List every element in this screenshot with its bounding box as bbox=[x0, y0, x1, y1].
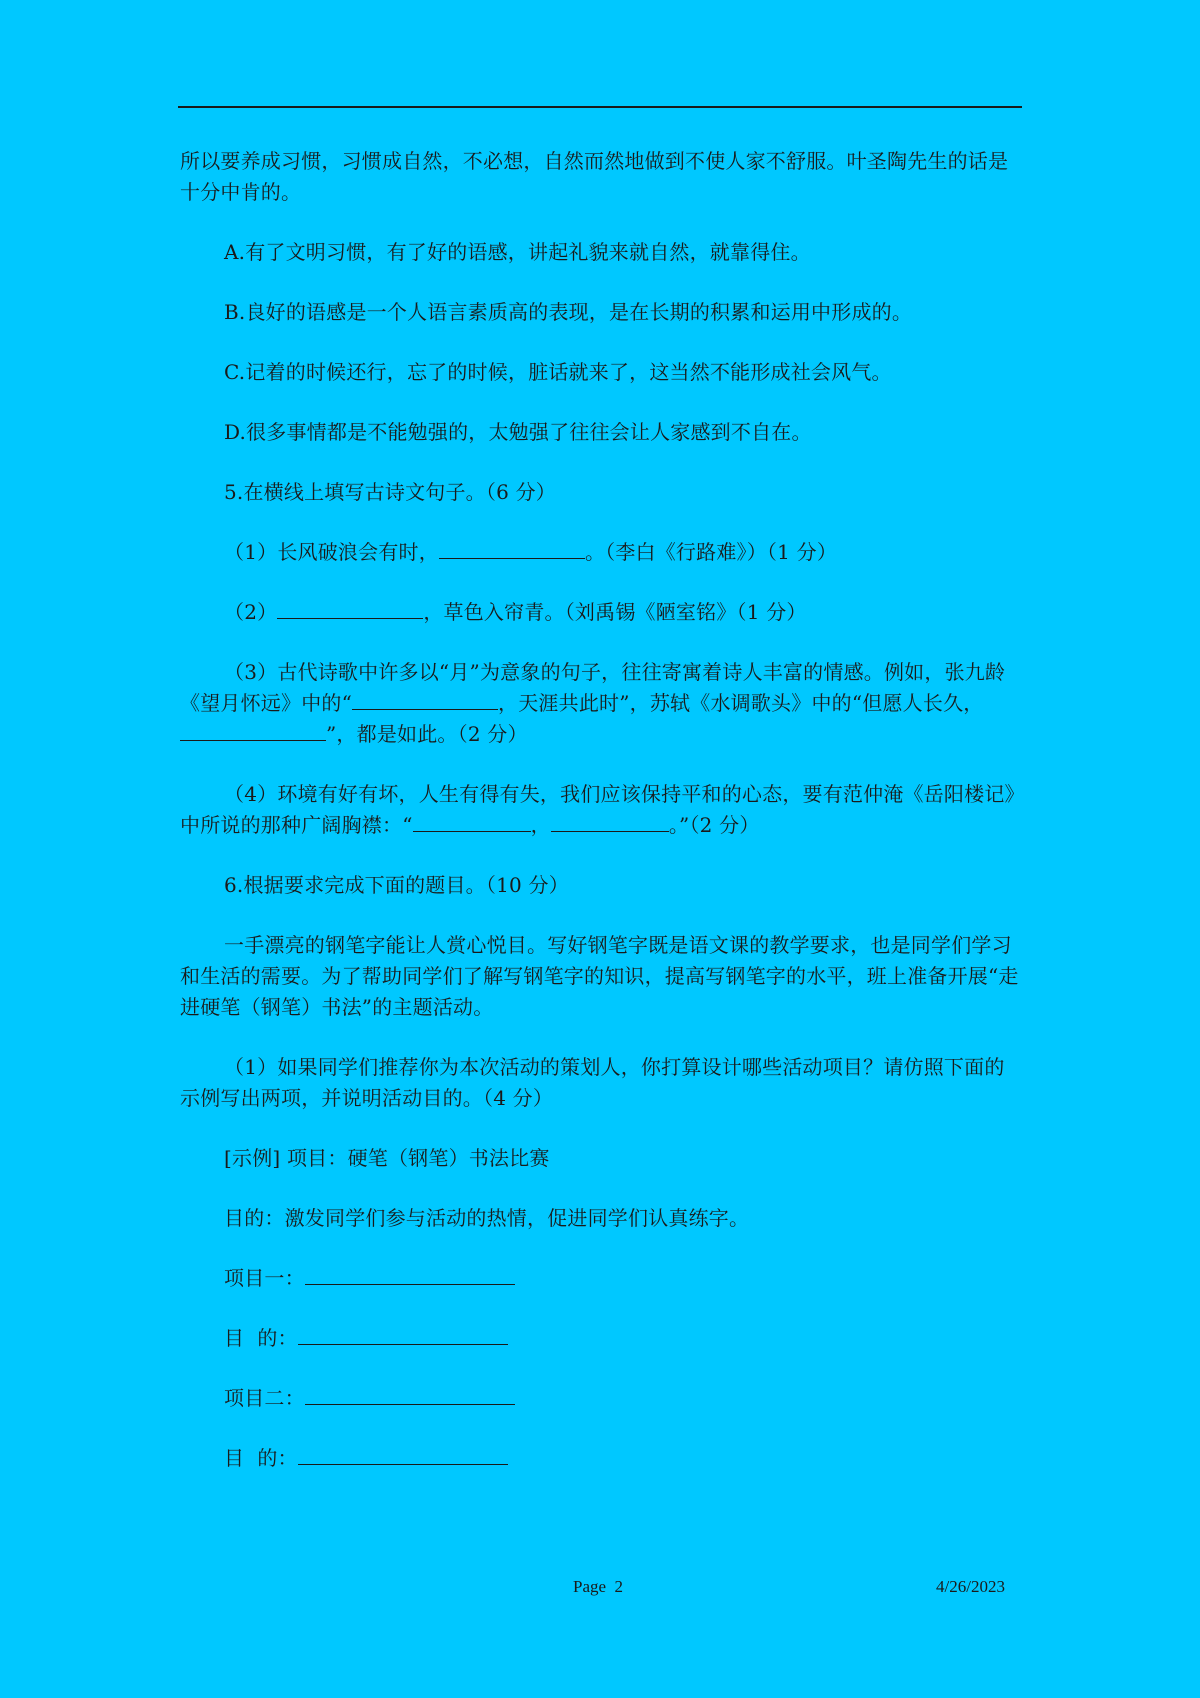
answer-blank[interactable] bbox=[305, 1384, 515, 1405]
answer-blank[interactable] bbox=[277, 598, 423, 619]
q5-4-text-a: （4）环境有好有坏，人生有得有失，我们应该保持平和的心态，要有范仲淹《岳阳楼记》中所说的那种广阔胸襟：“ bbox=[180, 782, 1015, 837]
q5-2-text-a: （2） bbox=[224, 600, 278, 624]
q5-3-text-a: （3）古代诗歌中许多以“月”为意象的句子，往往寄寓着诗人丰富的情感。例如，张九龄《望月怀远》中的“ bbox=[180, 660, 1006, 715]
option-b: B.良好的语感是一个人语言素质高的表现，是在长期的积累和运用中形成的。 bbox=[224, 300, 913, 324]
purpose-2-label: 目 的： bbox=[224, 1446, 298, 1470]
header-rule bbox=[178, 106, 1022, 108]
intro-paragraph: 所以要养成习惯，习惯成自然，不必想，自然而然地做到不使人家不舒服。叶圣陶先生的话是十分中肯的。 bbox=[180, 149, 1009, 204]
question-5-3 bbox=[180, 657, 1020, 750]
example-project: [示例] 项目：硬笔（钢笔）书法比赛 bbox=[224, 1146, 550, 1170]
project-2-label: 项目二： bbox=[224, 1386, 305, 1410]
answer-blank[interactable] bbox=[439, 538, 585, 559]
q5-2-text-b: ，草色入帘青。（刘禹锡《陋室铭》（1 分） bbox=[423, 600, 807, 624]
q5-3-text-b: ，天涯共此时”，苏轼《水调歌头》中的“但愿人长久， bbox=[498, 691, 984, 715]
question-6-1: （1）如果同学们推荐你为本次活动的策划人，你打算设计哪些活动项目？请仿照下面的示例写出两项，并说明活动目的。（4 分） bbox=[180, 1055, 1005, 1110]
q5-1-text-a: （1）长风破浪会有时， bbox=[224, 540, 439, 564]
footer-date: 4/26/2023 bbox=[936, 1577, 1005, 1596]
answer-blank[interactable] bbox=[413, 811, 531, 832]
purpose-2-line bbox=[180, 1443, 1020, 1474]
page-number: Page 2 bbox=[573, 1577, 624, 1596]
project-1-label: 项目一： bbox=[224, 1266, 305, 1290]
question-5-title: 5.在横线上填写古诗文句子。（6 分） bbox=[224, 480, 556, 504]
question-5-4 bbox=[180, 779, 1020, 841]
q5-4-text-c: 。”（2 分） bbox=[668, 813, 760, 837]
document-body bbox=[180, 146, 1020, 1503]
purpose-1-line bbox=[180, 1323, 1020, 1354]
answer-blank[interactable] bbox=[551, 811, 669, 832]
option-c: C.记着的时候还行，忘了的时候，脏话就来了，这当然不能形成社会风气。 bbox=[224, 360, 892, 384]
answer-blank[interactable] bbox=[180, 720, 326, 741]
question-5-2 bbox=[180, 597, 1020, 628]
q5-4-text-b: ， bbox=[530, 813, 551, 837]
answer-blank[interactable] bbox=[352, 689, 498, 710]
option-a: A.有了文明习惯，有了好的语感，讲起礼貌来就自然，就靠得住。 bbox=[224, 240, 811, 264]
project-1-line bbox=[180, 1263, 1020, 1294]
answer-blank[interactable] bbox=[298, 1444, 508, 1465]
question-6-intro: 一手漂亮的钢笔字能让人赏心悦目。写好钢笔字既是语文课的教学要求，也是同学们学习和生活的需要。为了帮助同学们了解写钢笔字的知识，提高写钢笔字的水平，班上准备开展“走进硬笔（钢笔）书法”的主题活动。 bbox=[180, 933, 1019, 1019]
project-2-line bbox=[180, 1383, 1020, 1414]
q5-3-text-c: ”，都是如此。（2 分） bbox=[326, 722, 528, 746]
answer-blank[interactable] bbox=[305, 1264, 515, 1285]
question-5-1 bbox=[180, 537, 1020, 568]
question-6-title: 6.根据要求完成下面的题目。（10 分） bbox=[224, 873, 569, 897]
purpose-1-label: 目 的： bbox=[224, 1326, 298, 1350]
q5-1-text-b: 。（李白《行路难》）（1 分） bbox=[584, 540, 838, 564]
example-purpose: 目的：激发同学们参与活动的热情，促进同学们认真练字。 bbox=[224, 1206, 750, 1230]
option-d: D.很多事情都是不能勉强的，太勉强了往往会让人家感到不自在。 bbox=[224, 420, 812, 444]
answer-blank[interactable] bbox=[298, 1324, 508, 1345]
